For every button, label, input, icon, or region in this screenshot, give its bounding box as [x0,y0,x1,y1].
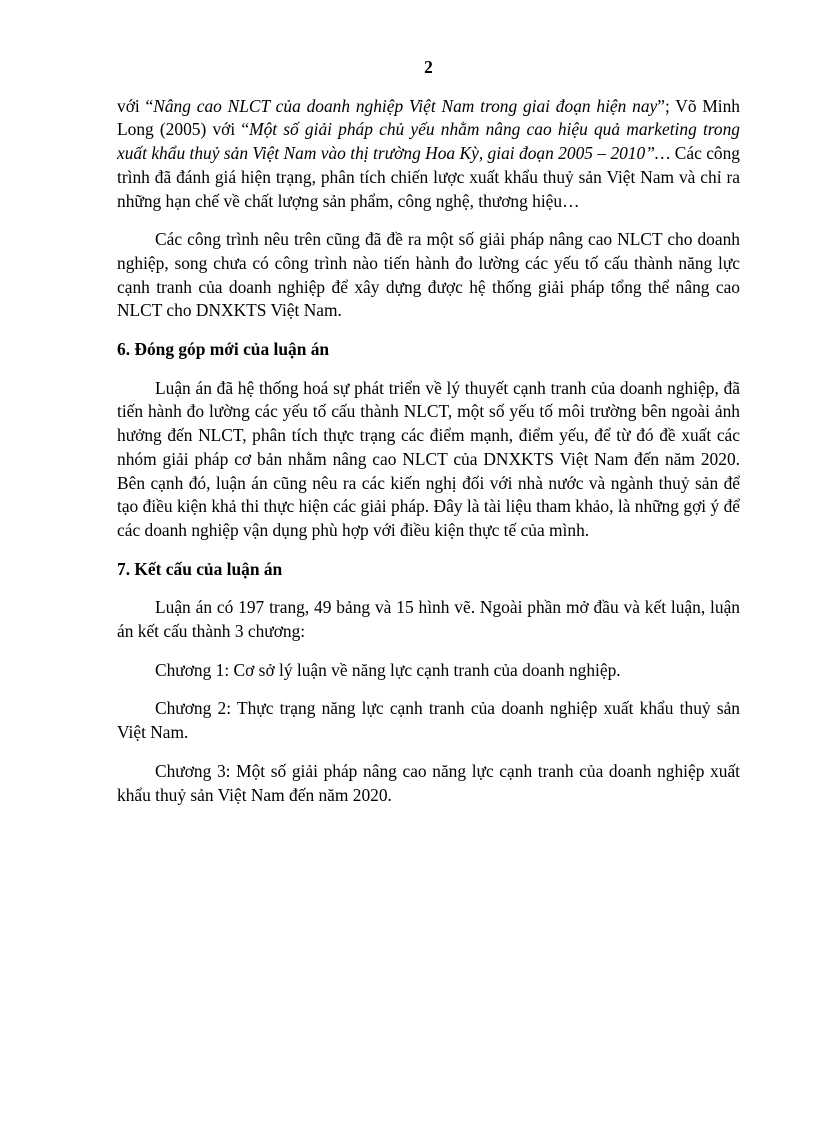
intro-paragraph-1 [117,95,740,214]
chapter-1-item: Chương 1: Cơ sở lý luận về năng lực cạnh tranh của doanh nghiệp. [155,659,621,680]
section-6-heading: 6. Đóng góp mới của luận án [117,339,330,360]
intro-text-a: với “ [117,95,154,116]
cited-title-1: Nâng cao NLCT của doanh nghiệp Việt Nam trong giai đoạn hiện nay [153,95,658,116]
intro-text-d: Các công trình đã đánh giá hiện trạng, phân tích chiến lược xuất khẩu thuỷ sản Việt Nam và chỉ ra những hạn chế về chất lượng sản phẩm, công nghệ, thương hiệu… [117,143,740,211]
intro-text-c: ”… [645,143,675,164]
chapter-2-item: Chương 2: Thực trạng năng lực cạnh tranh của doanh nghiệp xuất khẩu thuỷ sản Việt Nam. [117,698,740,743]
section-7-paragraph: Luận án có 197 trang, 49 bảng và 15 hình vẽ. Ngoài phần mở đầu và kết luận, luận án kết cấu thành 3 chương: [117,597,740,642]
chapter-3-item: Chương 3: Một số giải pháp nâng cao năng lực cạnh tranh của doanh nghiệp xuất khẩu thuỷ sản Việt Nam đến năm 2020. [117,760,740,805]
intro-paragraph-2: Các công trình nêu trên cũng đã đề ra một số giải pháp nâng cao NLCT cho doanh nghiệp, song chưa có công trình nào tiến hành đo lường các yếu tố cấu thành năng lực cạnh tranh của doanh nghiệp để xây dựng được hệ thống giải pháp tổng thể nâng cao NLCT cho DNXKTS Việt Nam. [117,229,740,321]
document-page [117,56,740,822]
section-6-paragraph: Luận án đã hệ thống hoá sự phát triển về lý thuyết cạnh tranh của doanh nghiệp, đã tiến hành đo lường các yếu tố cấu thành NLCT, một số yếu tố môi trường bên ngoài ảnh hưởng đến NLCT, phân tích thực trạng các điểm mạnh, điểm yếu, để từ đó đề xuất các nhóm giải pháp cơ bản nhằm nâng cao NLCT của DNXKTS Việt Nam đến năm 2020. Bên cạnh đó, luận án cũng nêu ra các kiến nghị đối với nhà nước và ngành thuỷ sản để tạo điều kiện khả thi thực hiện các giải pháp. Đây là tài liệu tham khảo, là những gợi ý để các doanh nghiệp vận dụng phù hợp với điều kiện thực tế của mình. [117,377,740,540]
intro-text-b: ”; Võ Minh Long (2005) với “ [117,95,741,140]
cited-title-2: Một số giải pháp chủ yếu nhằm nâng cao hiệu quả marketing trong xuất khẩu thuỷ sản Việt Nam vào thị trường Hoa Kỳ, giai đoạn 2005 – 2010 [117,119,740,164]
section-7-heading: 7. Kết cấu của luận án [117,558,283,579]
page-number: 2 [424,57,433,77]
